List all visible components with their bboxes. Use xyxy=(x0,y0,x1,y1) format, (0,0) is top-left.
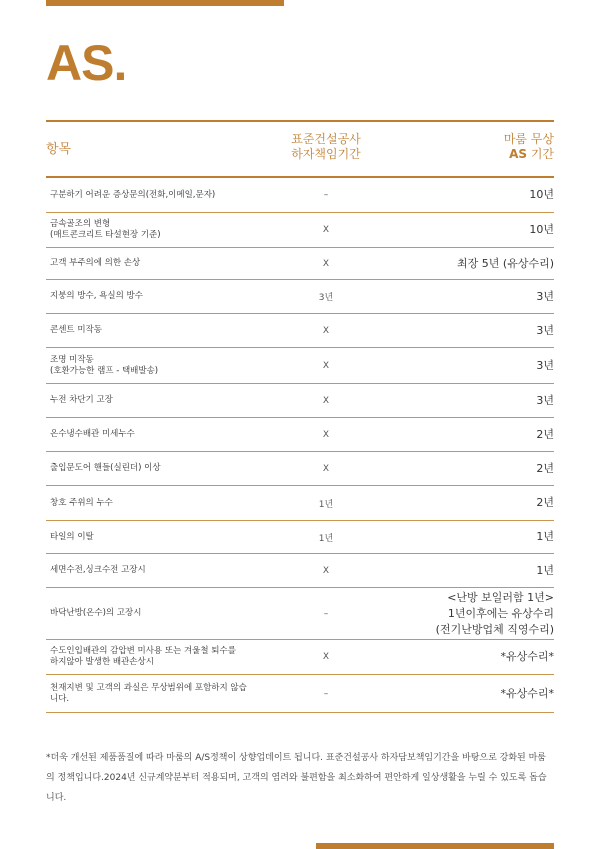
row-free-as: 10년 xyxy=(529,223,554,236)
row-item: 고객 부주의에 의한 손상 xyxy=(50,258,141,268)
row-warranty: 1년 xyxy=(318,533,334,544)
row-warranty: X xyxy=(322,325,330,336)
row-warranty: X xyxy=(322,395,330,406)
row-warranty: – xyxy=(323,608,329,619)
row-item: 출입문도어 핸들(실린더) 이상 xyxy=(50,463,161,473)
table-row xyxy=(46,248,554,280)
row-warranty: X xyxy=(322,652,330,662)
table-row xyxy=(46,675,554,713)
row-free-as: 3년 xyxy=(536,393,554,407)
table-top-rule xyxy=(46,120,554,122)
table-row xyxy=(46,640,554,675)
row-item: 금속골조의 변형 (매트콘크리트 타설현장 기준) xyxy=(50,219,161,240)
row-warranty: – xyxy=(323,190,329,200)
table-row xyxy=(46,554,554,588)
row-warranty: 3년 xyxy=(318,293,334,303)
row-item: 지붕의 방수, 욕실의 방수 xyxy=(50,291,143,301)
row-warranty: X xyxy=(322,258,330,269)
row-free-as: 3년 xyxy=(536,358,554,372)
row-item: 온수냉수배관 미세누수 xyxy=(50,429,135,439)
row-warranty: 1년 xyxy=(318,499,334,510)
header-free-as xyxy=(504,132,554,162)
row-free-as: 10년 xyxy=(529,188,554,201)
table-row xyxy=(46,314,554,348)
header-warranty-line2: 하자책임기간 xyxy=(291,147,361,161)
row-free-as: 1년 xyxy=(536,530,554,543)
table-body xyxy=(46,178,554,713)
bottom-accent-bar xyxy=(316,843,554,849)
row-free-as: *유상수리* xyxy=(500,650,554,663)
row-item: 수도인입배관의 감압변 미사용 또는 겨울철 퇴수를 하지않아 발생한 배관손상시 xyxy=(50,646,236,667)
table-row xyxy=(46,384,554,418)
row-warranty: X xyxy=(322,565,330,576)
row-warranty: – xyxy=(323,688,329,699)
row-warranty: X xyxy=(322,225,330,235)
row-item: 세면수전,싱크수전 고장시 xyxy=(50,565,146,575)
row-free-as: 최장 5년 (유상수리) xyxy=(457,256,554,270)
row-free-as: 2년 xyxy=(536,461,554,475)
row-free-as: 2년 xyxy=(536,496,554,509)
header-free-as-bold: AS xyxy=(509,147,527,161)
table-row xyxy=(46,452,554,486)
table-row xyxy=(46,486,554,521)
header-warranty-line1: 표준건설공사 xyxy=(291,132,361,146)
row-free-as: 3년 xyxy=(536,289,554,303)
row-free-as: 2년 xyxy=(536,427,554,441)
row-item: 창호 주위의 누수 xyxy=(50,497,113,508)
table-row xyxy=(46,588,554,640)
table-row xyxy=(46,418,554,452)
row-item: 콘센트 미작동 xyxy=(50,325,102,335)
table-row xyxy=(46,213,554,248)
row-free-as: <난방 보일러함 1년> 1년이후에는 유상수리 (전기난방업체 직영수리) xyxy=(435,590,554,636)
row-free-as: *유상수리* xyxy=(500,686,554,700)
row-item: 천재지변 및 고객의 과실은 무상범위에 포함하지 않습 니다. xyxy=(50,682,247,704)
table-row xyxy=(46,348,554,384)
header-free-line2 xyxy=(504,147,554,162)
row-free-as: 3년 xyxy=(536,323,554,337)
footnote: *더욱 개선된 제품품질에 따라 마룸의 A/S정책이 상향업데이트 됩니다. 표준건설공사 하자담보책임기간을 바탕으로 강화된 마룸의 정책입니다.2024년 신규계약분부터 적용되며, 고객의 염려와 불편함을 최소화하여 편안하게 일상생활을 누릴 수 있도록 돕습니다. xyxy=(46,753,547,803)
table-row xyxy=(46,521,554,554)
top-accent-bar xyxy=(46,0,284,6)
header-free-rest: 기간 xyxy=(527,147,554,161)
table-header xyxy=(46,124,554,176)
header-warranty xyxy=(256,132,396,162)
header-item: 항목 xyxy=(46,142,72,157)
row-free-as: 1년 xyxy=(536,563,554,577)
table-row xyxy=(46,280,554,314)
row-item: 조명 미작동 (호환가능한 램프 - 택배발송) xyxy=(50,354,159,376)
row-warranty: X xyxy=(322,360,330,371)
header-free-line1: 마룸 무상 xyxy=(503,132,554,146)
row-warranty: X xyxy=(322,429,330,440)
row-item: 바닥난방(온수)의 고장시 xyxy=(50,608,142,618)
row-item: 타일의 이탈 xyxy=(50,531,94,542)
row-warranty: X xyxy=(322,463,330,474)
table-row xyxy=(46,178,554,213)
row-item: 구분하기 어려운 증상문의(전화,이메일,문자) xyxy=(50,189,216,200)
page-title: AS. xyxy=(46,35,127,91)
row-item: 누전 차단기 고장 xyxy=(50,395,113,405)
